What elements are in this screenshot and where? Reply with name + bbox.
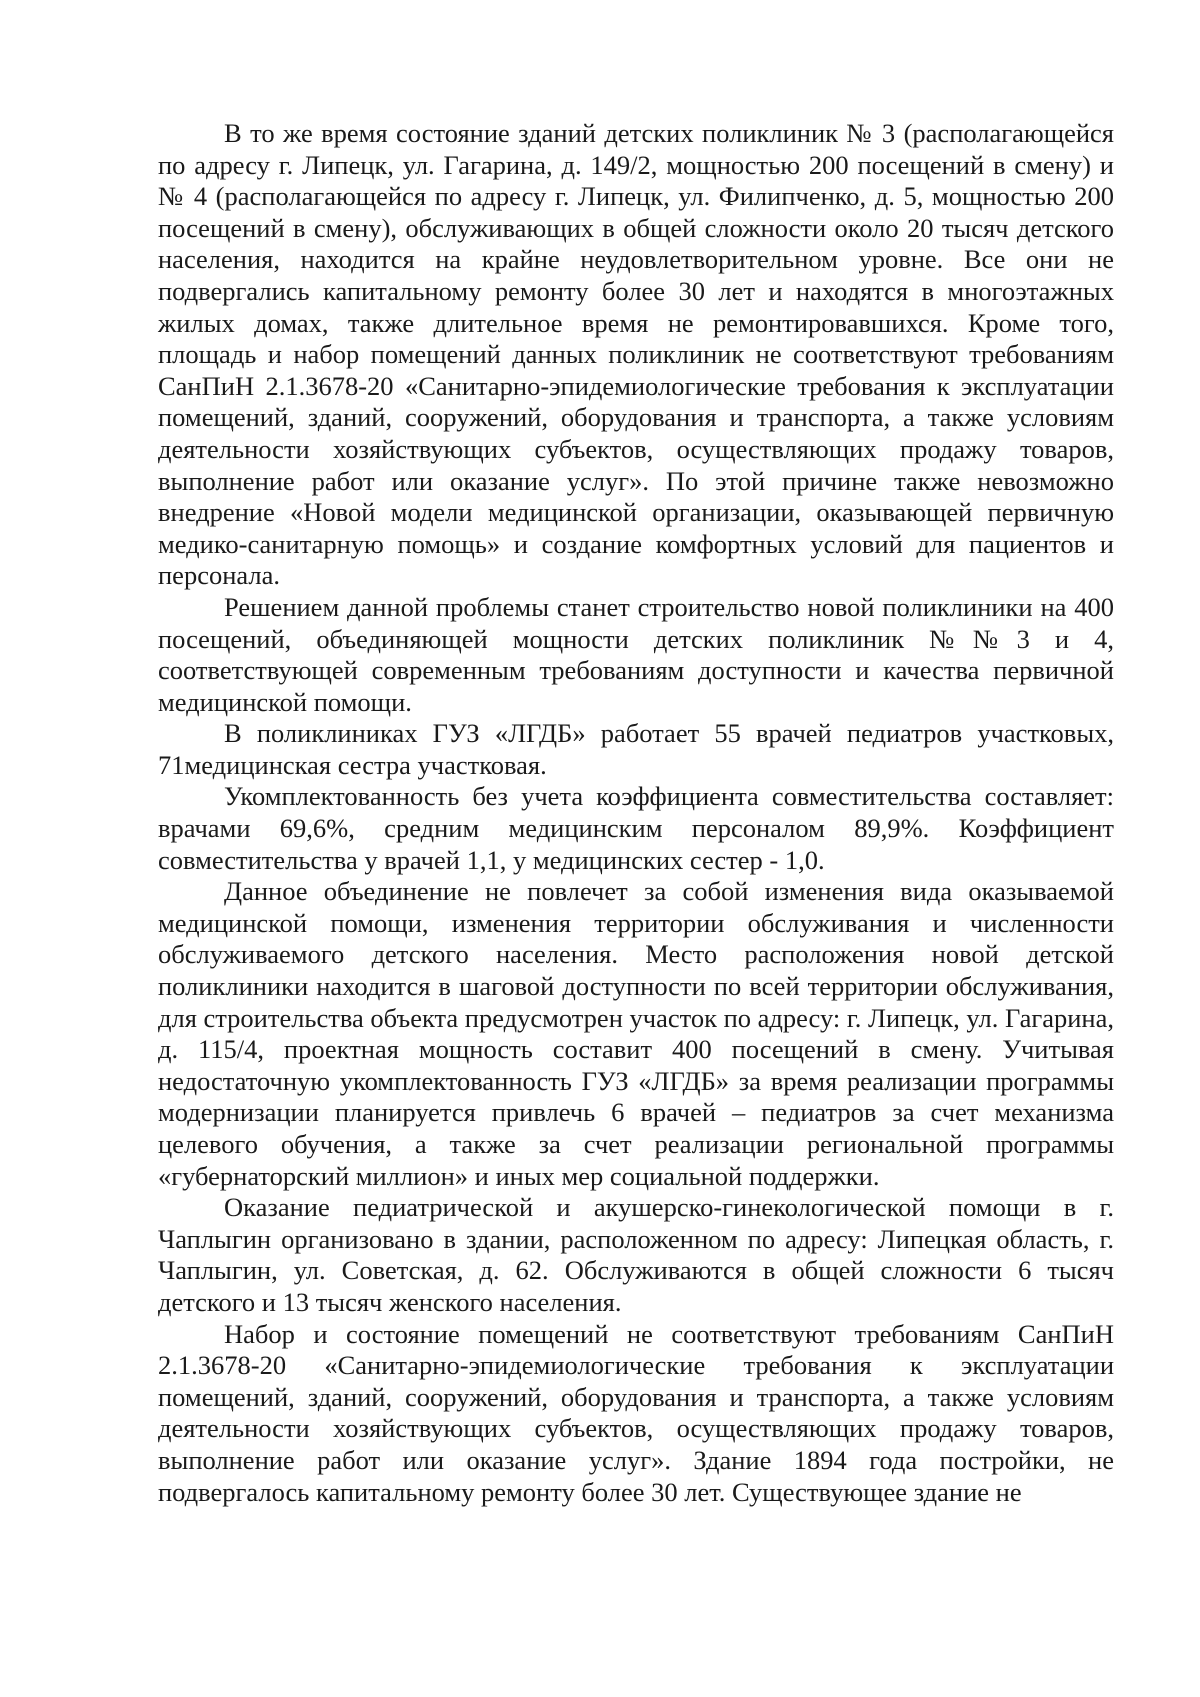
paragraph-merger: Данное объединение не повлечет за собой изменения вида оказываемой медицинской помощи, изменения территории обслуживания и численности обслуживаемого детского населения. Место расположения новой детской поликлиники находится в шаговой доступности по всей территории обслуживания, для строительства объекта предусмотрен участок по адресу: г. Липецк, ул. Гагарина, д. 115/4, проектная мощность составит 400 посещений в смену. Учитывая недостаточную укомплектованность ГУЗ «ЛГДБ» за время реализации программы модернизации планируется привлечь 6 врачей – педиатров за счет механизма целевого обучения, а также за счет реализации региональной программы «губернаторский миллион» и иных мер социальной поддержки. (158, 876, 1115, 1191)
paragraph-staffing-level: Укомплектованность без учета коэффициента совместительства составляет: врачами 69,6%, средним медицинским персоналом 89,9%. Коэффициент совместительства у врачей 1,1, у медицинских сестер - 1,0. (158, 781, 1114, 875)
document-page (158, 118, 1114, 1508)
paragraph-solution: Решением данной проблемы станет строительство новой поликлиники на 400 посещений, объединяющей мощности детских поликлиник №№3 и 4, соответствующей современным требованиям доступности и качества первичной медицинской помощи. (158, 591, 1114, 717)
paragraph-chaplygin: Оказание педиатрической и акушерско-гинекологической помощи в г. Чаплыгин организовано в здании, расположенном по адресу: Липецкая область, г. Чаплыгин, ул. Советская, д. 62. Обслуживаются в общей сложности 6 тысяч детского и 13 тысяч женского населения. (158, 1192, 1114, 1317)
paragraph-polyclinics-condition: В то же время состояние зданий детских поликлиник № 3 (располагающейся по адресу г. Липецк, ул. Гагарина, д. 149/2, мощностью 200 посещений в смену) и № 4 (располагающейся по адресу г. Липецк, ул. Филипченко, д. 5, мощностью 200 посещений в смену), обслуживающих в общей сложности около 20 тысяч детского населения, находится на крайне неудовлетворительном уровне. Все они не подвергались капитальному ремонту более 30 лет и находятся в многоэтажных жилых домах, также длительное время не ремонтировавшихся. Кроме того, площадь и набор помещений данных поликлиник не соответствуют требованиям СанПиН 2.1.3678-20 «Санитарно-эпидемиологические требования к эксплуатации помещений, зданий, сооружений, оборудования и транспорта, а также условиям деятельности хозяйствующих субъектов, осуществляющих продажу товаров, выполнение работ или оказание услуг». По этой причине также невозможно внедрение «Новой модели медицинской организации, оказывающей первичную медико-санитарную помощь» и создание комфортных условий для пациентов и персонала. (158, 118, 1114, 591)
paragraph-premises: Набор и состояние помещений не соответствуют требованиям СанПиН 2.1.3678-20 «Санитарно-эпидемиологические требования к эксплуатации помещений, зданий, сооружений, оборудования и транспорта, а также условиям деятельности хозяйствующих субъектов, осуществляющих продажу товаров, выполнение работ или оказание услуг». Здание 1894 года постройки, не подвергалось капитальному ремонту более 30 лет. Существующее здание не (158, 1318, 1114, 1507)
paragraph-staff: В поликлиниках ГУЗ «ЛГДБ» работает 55 врачей педиатров участковых, 71медицинская сестра участковая. (158, 718, 1114, 780)
